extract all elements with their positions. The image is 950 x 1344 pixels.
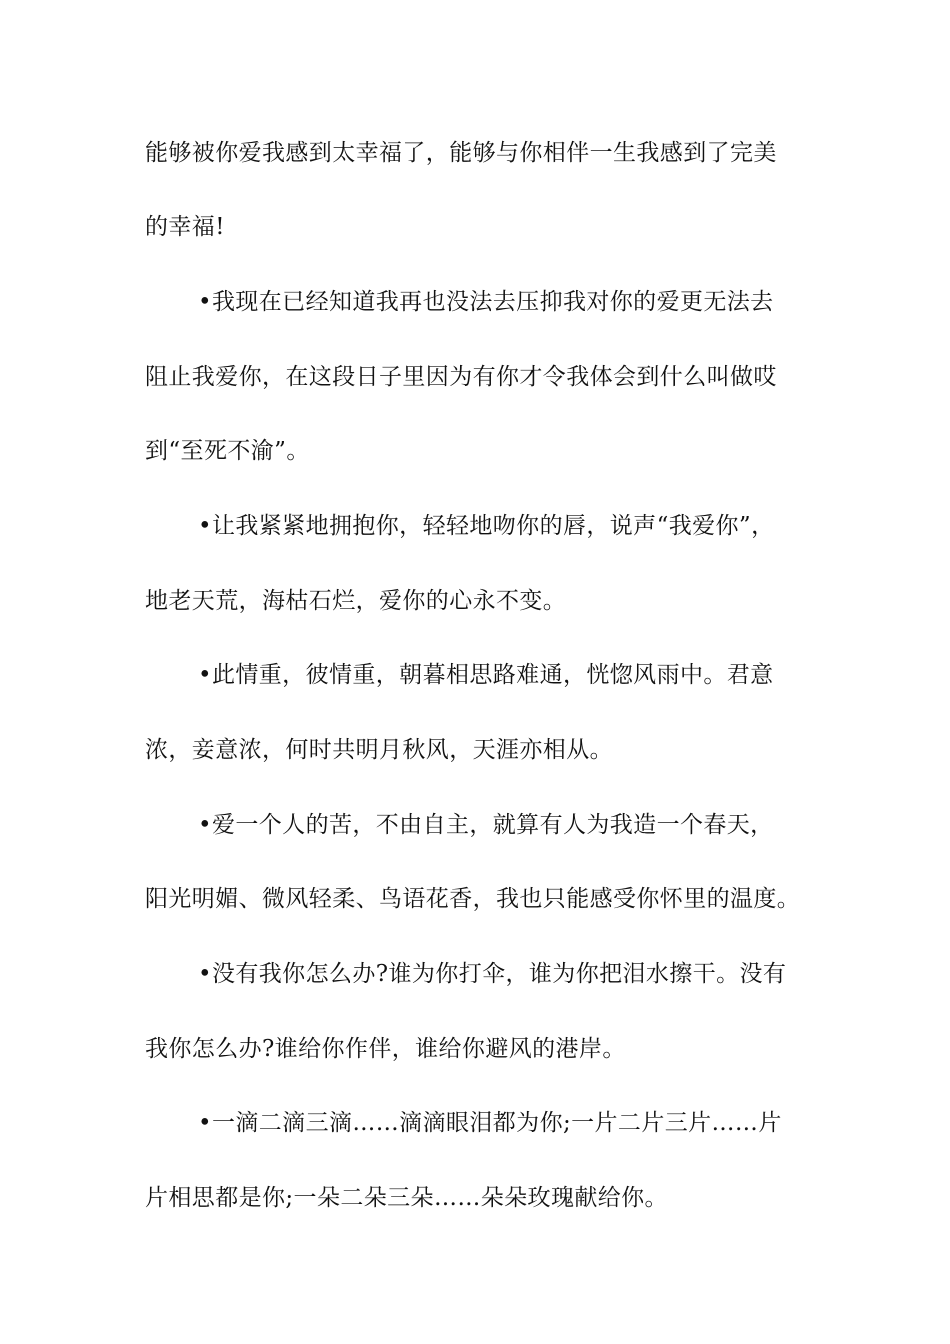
text-line: 的幸福! bbox=[145, 214, 225, 240]
bullet-paragraph-start: •一滴二滴三滴……滴滴眼泪都为你;一片二片三片……片 bbox=[198, 1110, 782, 1136]
text-line: 浓，妾意浓，何时共明月秋风，天涯亦相从。 bbox=[145, 737, 613, 763]
text-line: 片相思都是你;一朵二朵三朵……朵朵玫瑰献给你。 bbox=[145, 1185, 668, 1211]
text-line: 我你怎么办?谁给你作伴，谁给你避风的港岸。 bbox=[145, 1036, 626, 1062]
text-line: 地老天荒，海枯石烂，爱你的心永不变。 bbox=[145, 588, 567, 614]
bullet-paragraph-start: •此情重，彼情重，朝暮相思路难通，恍惚风雨中。君意 bbox=[198, 662, 774, 688]
text-line: 阻止我爱你，在这段日子里因为有你才令我体会到什么叫做哎 bbox=[145, 364, 777, 390]
bullet-paragraph-start: •爱一个人的苦，不由自主，就算有人为我造一个春天， bbox=[198, 812, 774, 838]
bullet-paragraph-start: •我现在已经知道我再也没法去压抑我对你的爱更无法去 bbox=[198, 289, 774, 315]
text-line: 阳光明媚、微风轻柔、鸟语花香，我也只能感受你怀里的温度。 bbox=[145, 886, 801, 912]
text-line: 到“至死不渝”。 bbox=[145, 438, 310, 464]
bullet-paragraph-start: •没有我你怎么办?谁为你打伞，谁为你把泪水擦干。没有 bbox=[198, 961, 787, 987]
text-line: 能够被你爱我感到太幸福了，能够与你相伴一生我感到了完美 bbox=[145, 140, 777, 166]
bullet-paragraph-start: •让我紧紧地拥抱你，轻轻地吻你的唇，说声“我爱你”， bbox=[198, 513, 775, 539]
